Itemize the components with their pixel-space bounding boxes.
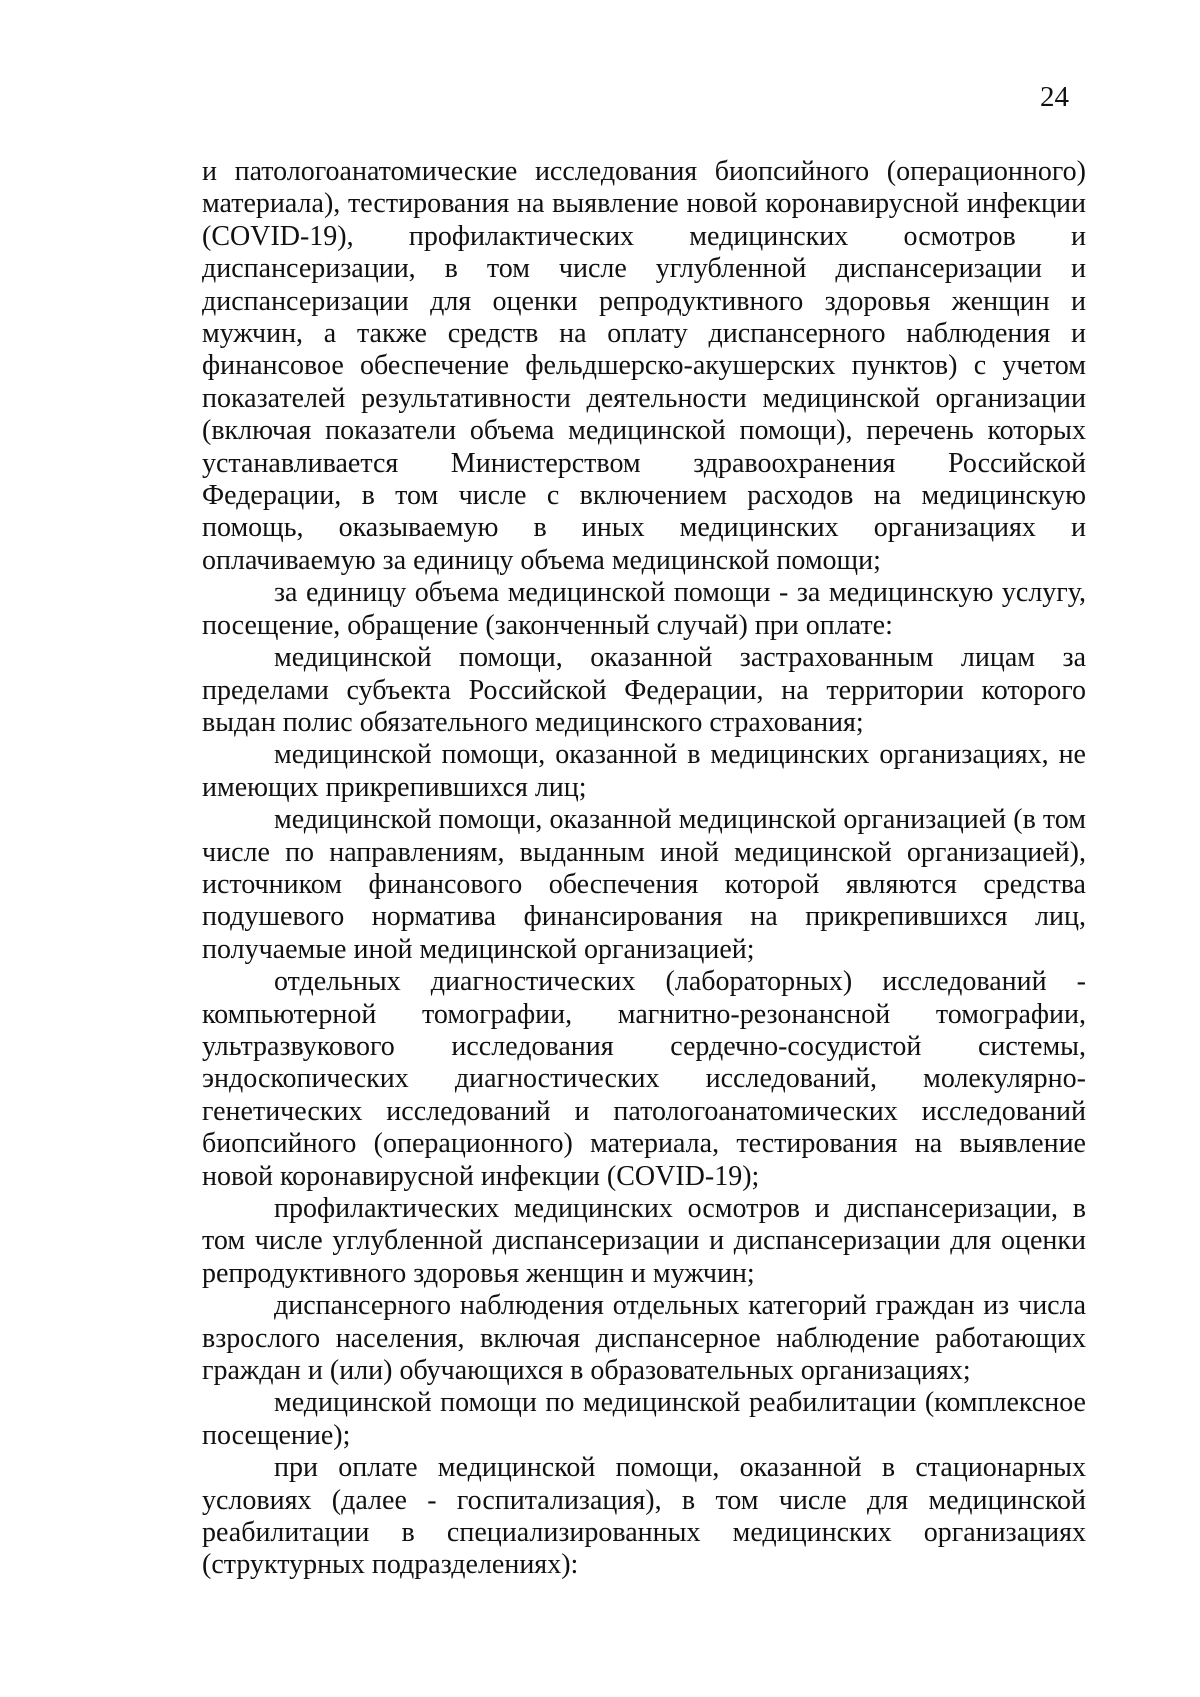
paragraph-1: и патологоанатомические исследования биопсийного (операционного) материала), тестирования на выявление новой коронавирусной инфекции (COVID-19), профилактических медицинских осмотров и диспансеризации, в том числе углубленной диспансеризации и диспансеризации для оценки репродуктивного здоровья женщин и мужчин, а также средств на оплату диспансерного наблюдения и финансовое обеспечение фельдшерско-акушерских пунктов) с учетом показателей результативности деятельности медицинской организации (включая показатели объема медицинской помощи), перечень которых устанавливается Министерством здравоохранения Российской Федерации, в том числе с включением расходов на медицинскую помощь, оказываемую в иных медицинских организациях и оплачиваемую за единицу объема медицинской помощи;: [202, 156, 1086, 576]
paragraph-7: профилактических медицинских осмотров и диспансеризации, в том числе углубленной диспансеризации и диспансеризации для оценки репродуктивного здоровья женщин и мужчин;: [202, 1193, 1086, 1289]
paragraph-5: медицинской помощи, оказанной медицинской организацией (в том числе по направлениям, выданным иной медицинской организацией), источником финансового обеспечения которой являются средства подушевого норматива финансирования на прикрепившихся лиц, получаемые иной медицинской организацией;: [202, 804, 1086, 965]
paragraph-9: медицинской помощи по медицинской реабилитации (комплексное посещение);: [202, 1387, 1086, 1451]
document-body: [202, 156, 1086, 1582]
paragraph-8: диспансерного наблюдения отдельных категорий граждан из числа взрослого населения, включая диспансерное наблюдение работающих граждан и (или) обучающихся в образовательных организациях;: [202, 1290, 1086, 1387]
paragraph-3: медицинской помощи, оказанной застрахованным лицам за пределами субъекта Российской Федерации, на территории которого выдан полис обязательного медицинского страхования;: [202, 642, 1086, 738]
page-number: 24: [1040, 81, 1069, 113]
paragraph-10: при оплате медицинской помощи, оказанной в стационарных условиях (далее - госпитализация), в том числе для медицинской реабилитации в специализированных медицинских организациях (структурных подразделениях):: [202, 1452, 1086, 1581]
paragraph-2: за единицу объема медицинской помощи - за медицинскую услугу, посещение, обращение (законченный случай) при оплате:: [202, 577, 1086, 641]
paragraph-6: отдельных диагностических (лабораторных) исследований - компьютерной томографии, магнитно-резонансной томографии, ультразвукового исследования сердечно-сосудистой системы, эндоскопических диагностических исследований, молекулярно-генетических исследований и патологоанатомических исследований биопсийного (операционного) материала, тестирования на выявление новой коронавирусной инфекции (COVID-19);: [202, 966, 1086, 1192]
paragraph-4: медицинской помощи, оказанной в медицинских организациях, не имеющих прикрепившихся лиц;: [202, 739, 1086, 803]
